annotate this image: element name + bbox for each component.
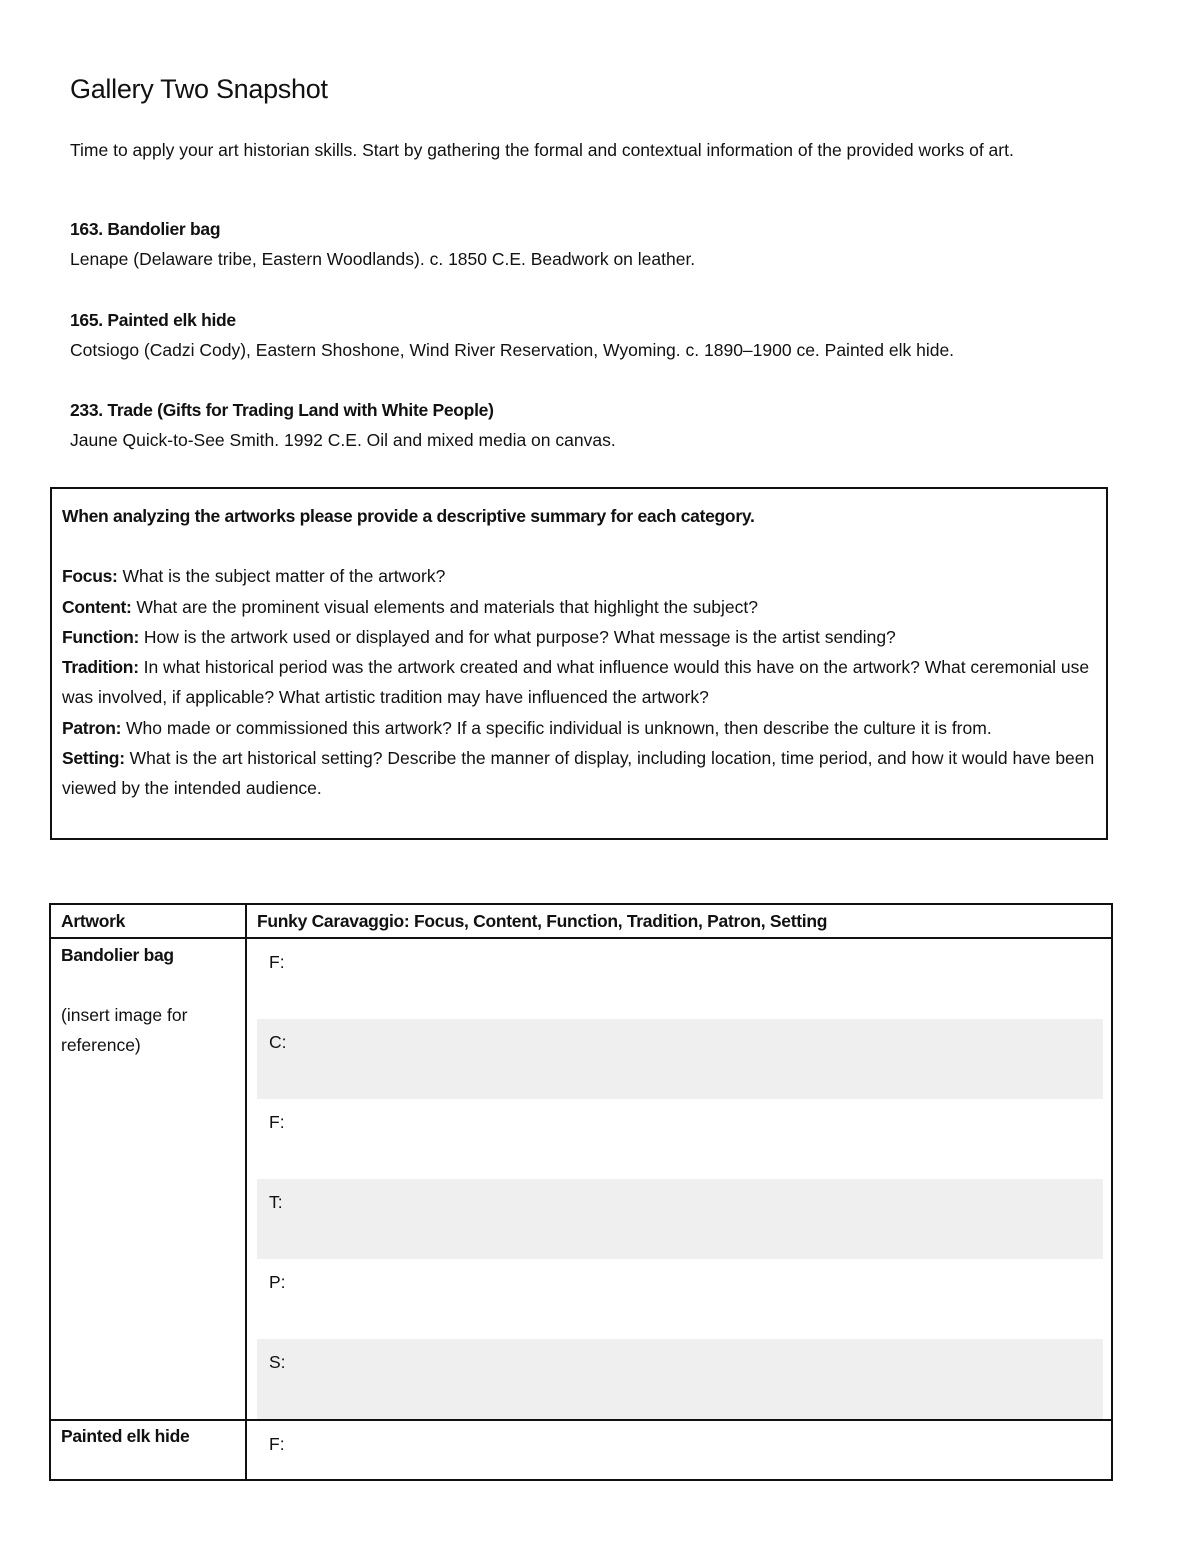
instruction-term: Tradition: <box>62 657 139 678</box>
field-label: F: <box>269 1434 285 1454</box>
artwork-entry-details: Jaune Quick-to-See Smith. 1992 C.E. Oil and mixed media on canvas. <box>70 430 616 450</box>
artwork-name: Painted elk hide <box>61 1426 190 1446</box>
instruction-term: Function: <box>62 626 139 647</box>
table-column-divider <box>245 905 247 1479</box>
instruction-content <box>62 592 1096 622</box>
column-header-analysis: Funky Caravaggio: Focus, Content, Function, Tradition, Patron, Setting <box>257 911 828 931</box>
answer-field-function[interactable] <box>257 1099 1103 1179</box>
artwork-entry <box>70 395 1150 455</box>
field-label: C: <box>269 1032 287 1052</box>
instruction-tradition <box>62 652 1096 713</box>
instruction-focus <box>62 561 1096 591</box>
artwork-entry-title: 163. Bandolier bag <box>70 219 221 239</box>
intro-text: Time to apply your art historian skills. Start by gathering the formal and contextual information of the provided works of art. <box>70 140 1014 160</box>
instructions-box <box>50 487 1108 840</box>
artwork-entry-details: Lenape (Delaware tribe, Eastern Woodlands). c. 1850 C.E. Beadwork on leather. <box>70 249 696 269</box>
answer-field-setting[interactable] <box>257 1339 1103 1419</box>
instruction-text: What is the subject matter of the artwork? <box>122 566 446 587</box>
artwork-entry-title: 233. Trade (Gifts for Trading Land with White People) <box>70 400 494 420</box>
answer-field-focus[interactable] <box>257 939 1103 1019</box>
field-label: P: <box>269 1272 286 1292</box>
artwork-cell <box>61 1421 236 1451</box>
instruction-text: Who made or commissioned this artwork? If a specific individual is unknown, then describe the culture it is from. <box>126 717 992 738</box>
instruction-function <box>62 622 1096 652</box>
artwork-entry-details: Cotsiogo (Cadzi Cody), Eastern Shoshone, Wind River Reservation, Wyoming. c. 1890–1900 ce. Painted elk hide. <box>70 340 955 360</box>
instruction-text: In what historical period was the artwork created and what influence would this have on the artwork? What ceremonial use was involved, if applicable? What artistic tradition may have influenced the artwork? <box>62 657 1090 708</box>
answer-field-content[interactable] <box>257 1019 1103 1099</box>
instruction-term: Focus: <box>62 566 118 587</box>
artwork-cell <box>61 940 236 1060</box>
instruction-term: Setting: <box>62 748 125 769</box>
instruction-term: Content: <box>62 596 132 617</box>
instruction-text: What is the art historical setting? Describe the manner of display, including location, time period, and how it would have been viewed by the intended audience. <box>62 748 1095 799</box>
page-title: Gallery Two Snapshot <box>70 74 328 104</box>
analysis-table <box>49 903 1113 1481</box>
instruction-patron <box>62 713 1096 743</box>
artwork-entry-title: 165. Painted elk hide <box>70 310 236 330</box>
instruction-text: What are the prominent visual elements and materials that highlight the subject? <box>136 596 758 617</box>
instruction-term: Patron: <box>62 717 122 738</box>
artwork-entry <box>70 305 1150 365</box>
artwork-name: Bandolier bag <box>61 945 174 965</box>
answer-field-focus[interactable] <box>257 1421 1103 1479</box>
column-header-artwork: Artwork <box>61 911 126 931</box>
field-label: F: <box>269 952 285 972</box>
artwork-entry <box>70 214 1150 274</box>
field-label: S: <box>269 1352 286 1372</box>
answer-field-patron[interactable] <box>257 1259 1103 1339</box>
field-label: F: <box>269 1112 285 1132</box>
instruction-text: How is the artwork used or displayed and for what purpose? What message is the artist sending? <box>143 626 896 647</box>
instruction-setting <box>62 743 1096 804</box>
field-label: T: <box>269 1192 283 1212</box>
instructions-lead: When analyzing the artworks please provide a descriptive summary for each category. <box>62 506 755 526</box>
answer-field-tradition[interactable] <box>257 1179 1103 1259</box>
image-placeholder-note: (insert image for reference) <box>61 1005 188 1055</box>
